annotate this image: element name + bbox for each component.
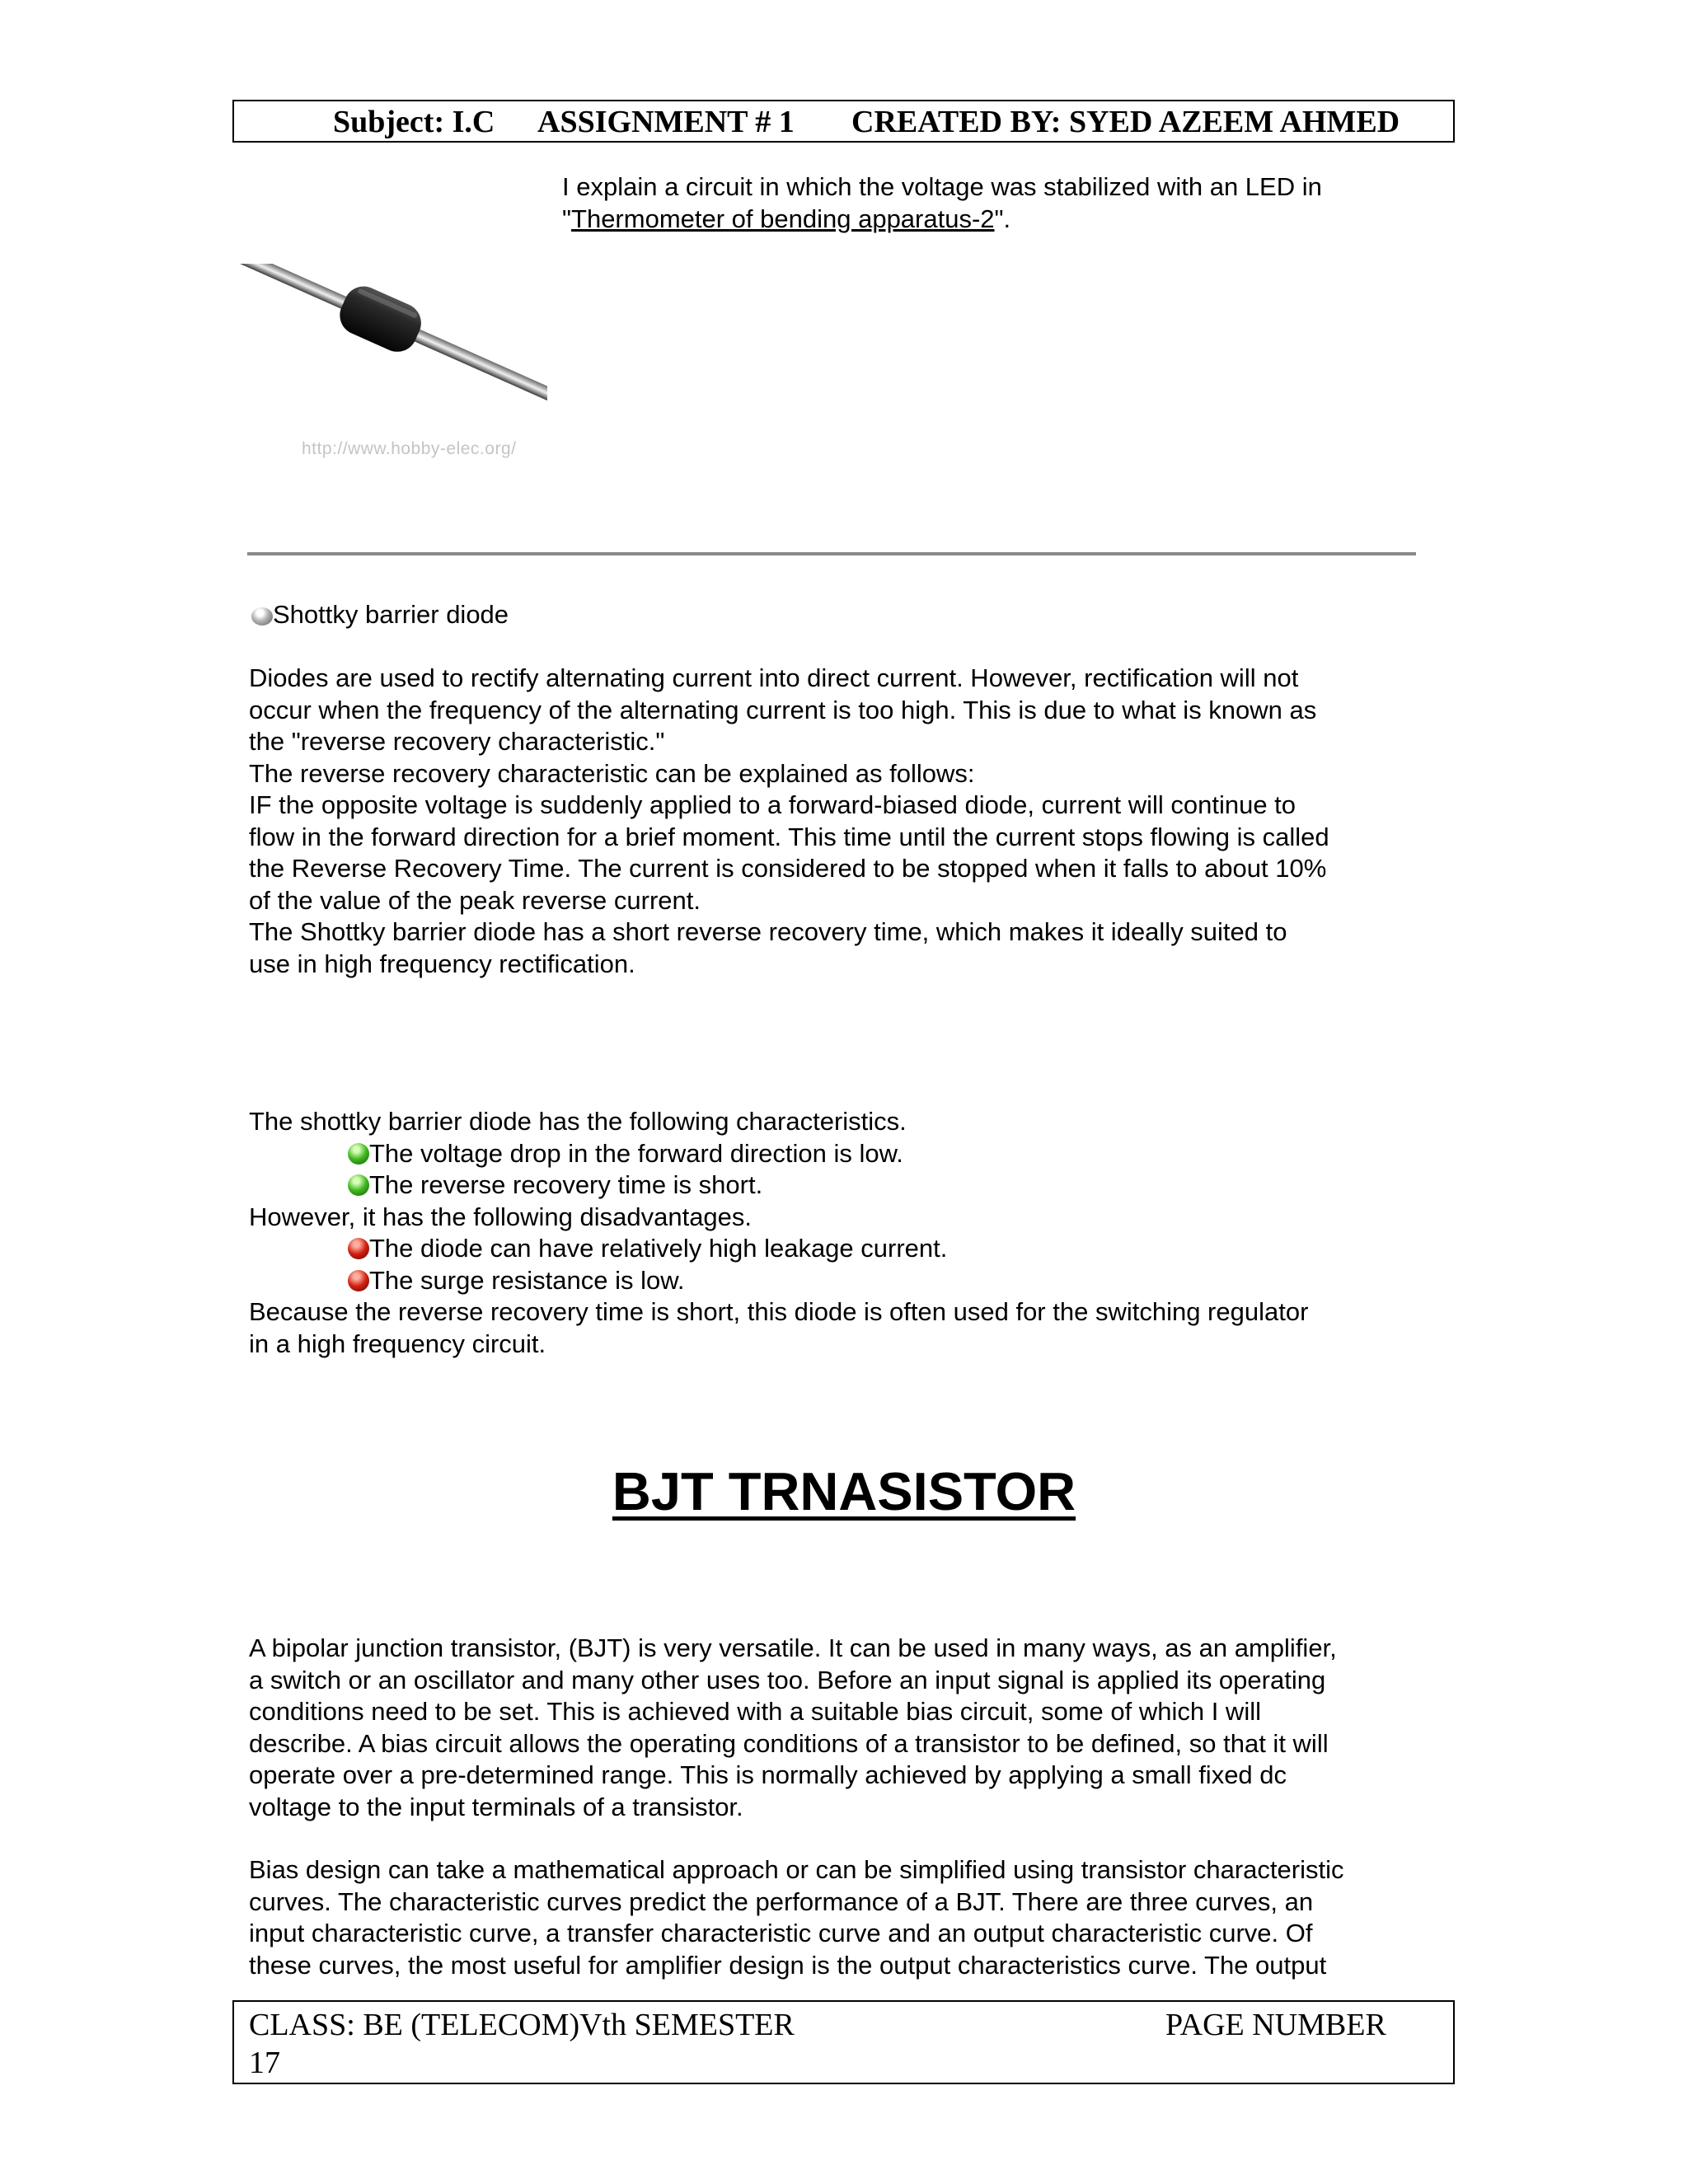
text-line: Because the reverse recovery time is short, this diode is often used for the switching regulator [249,1297,1309,1326]
page-header [232,100,1455,143]
header-assignment: ASSIGNMENT # 1 [537,105,795,139]
text-line: a switch or an oscillator and many other uses too. Before an input signal is applied its operating [249,1665,1326,1694]
bjt-section-title: BJT TRNASISTOR [612,1461,1076,1521]
bjt-paragraph-2 [249,1854,1469,1981]
disadvantage-item [249,1233,1461,1265]
diode-body [334,280,428,359]
text-line: flow in the forward direction for a brief moment. This time until the current stops flowing is called [249,822,1329,851]
text-line: operate over a pre-determined range. This is normally achieved by applying a small fixed dc [249,1760,1287,1789]
text-line: the "reverse recovery characteristic." [249,727,665,756]
text-line: voltage to the input terminals of a transistor. [249,1792,743,1821]
text-line: use in high frequency rectification. [249,949,635,978]
footer-page-label: PAGE NUMBER [1165,2008,1386,2042]
green-bullet-icon [348,1143,369,1165]
text-line: describe. A bias circuit allows the operating conditions of a transistor to be defined, so that it will [249,1728,1329,1758]
bjt-paragraph-1 [249,1633,1469,1823]
shottky-heading-text: Shottky barrier diode [273,600,509,629]
footer-page-number: 17 [249,2046,280,2080]
text-line: The Shottky barrier diode has a short reverse recovery time, which makes it ideally suited to [249,917,1287,946]
footer-class: CLASS: BE (TELECOM)Vth SEMESTER [249,2008,795,2042]
grey-bullet-icon [251,607,273,626]
red-bullet-icon [348,1270,369,1291]
intro-paragraph [562,171,1461,235]
photo-credit: http://www.hobby-elec.org/ [302,439,517,458]
text-line: Bias design can take a mathematical approach or can be simplified using transistor characteristic [249,1855,1344,1884]
text-line: of the value of the peak reverse current. [249,885,701,915]
header-author: CREATED BY: SYED AZEEM AHMED [851,105,1400,139]
intro-line: I explain a circuit in which the voltage was stabilized with an LED in [562,172,1322,201]
advantage-item [249,1169,1461,1202]
advantage-item [249,1138,1461,1170]
text-line: in a high frequency circuit. [249,1329,546,1358]
text-line: IF the opposite voltage is suddenly applied to a forward-biased diode, current will continue to [249,790,1296,819]
text-line: A bipolar junction transistor, (BJT) is very versatile. It can be used in many ways, as an amplifier, [249,1633,1337,1662]
shottky-explanation [249,663,1461,980]
quote-open: " [562,204,572,233]
horizontal-divider [247,552,1416,555]
disadvantage-text: The diode can have relatively high leakage current. [369,1234,948,1263]
advantage-text: The reverse recovery time is short. [369,1170,763,1199]
disadvantages-intro: However, it has the following disadvantages. [249,1202,753,1231]
header-subject: Subject: I.C [333,105,495,139]
green-bullet-icon [348,1174,369,1196]
section-heading-shottky [251,600,509,630]
thermometer-link[interactable]: Thermometer of bending apparatus-2 [571,204,995,233]
intro-link-line [562,204,1461,236]
text-line: Diodes are used to rectify alternating current into direct current. However, rectification will not [249,663,1299,692]
characteristics-intro: The shottky barrier diode has the following characteristics. [249,1107,907,1136]
text-line: conditions need to be set. This is achieved with a suitable bias circuit, some of which I will [249,1697,1261,1726]
quote-close: ". [994,204,1011,233]
red-bullet-icon [348,1238,369,1259]
disadvantage-item [249,1265,1461,1297]
disadvantage-text: The surge resistance is low. [369,1265,685,1295]
text-line: these curves, the most useful for amplifier design is the output characteristics curve. The output [249,1950,1327,1980]
shottky-characteristics [249,1106,1461,1360]
text-line: input characteristic curve, a transfer characteristic curve and an output characteristic curve. Of [249,1919,1313,1947]
advantage-text: The voltage drop in the forward direction is low. [369,1138,903,1168]
text-line: The reverse recovery characteristic can be explained as follows: [249,758,975,788]
text-line: the Reverse Recovery Time. The current is considered to be stopped when it falls to about 10% [249,854,1327,883]
text-line: curves. The characteristic curves predict the performance of a BJT. There are three curves, an [249,1886,1314,1916]
page-footer [232,2000,1455,2084]
text-line: occur when the frequency of the alternating current is too high. This is due to what is known as [249,695,1317,724]
